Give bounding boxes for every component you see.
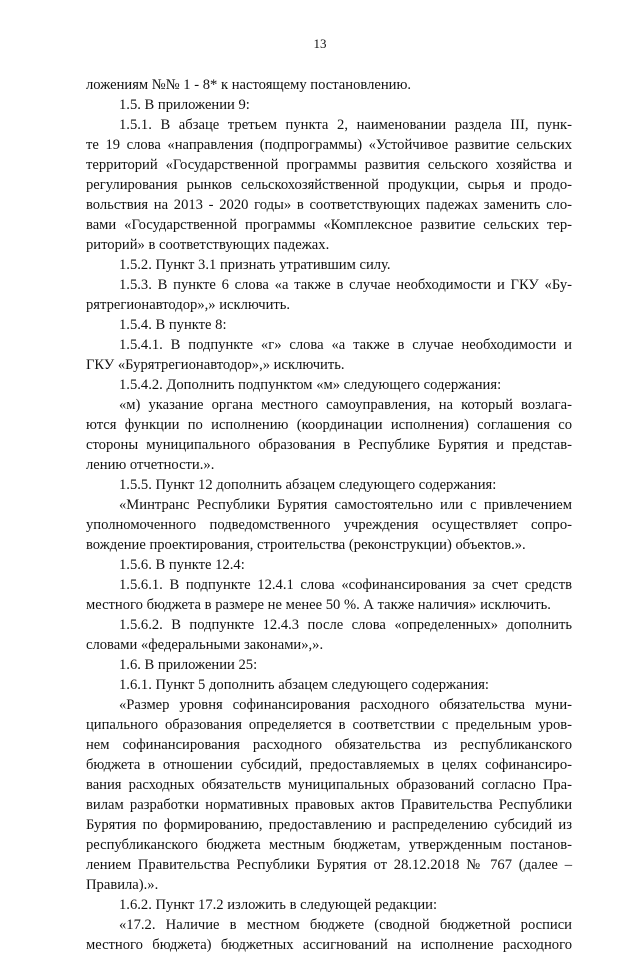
text-line: Правила).».: [86, 877, 159, 893]
text-line: рятрегионавтодор»,» исключить.: [86, 297, 291, 313]
text-line: 1.6.2. Пункт 17.2 изложить в следующей редакции:: [119, 897, 438, 913]
text-line: ложениям №№ 1 - 8* к настоящему постановлению.: [86, 77, 412, 93]
text-line: регулирования рынков сельскохозяйственной продукции, сырья и продо-: [86, 177, 572, 193]
text-line: вилам разработки нормативных правовых актов Правительства Республики: [86, 797, 572, 813]
text-line: стороны муниципального образования в Республике Бурятия и представ-: [86, 437, 572, 453]
text-line: ются функции по исполнению (координации исполнения) соглашения со: [86, 417, 572, 433]
text-line: 1.5.5. Пункт 12 дополнить абзацем следующего содержания:: [119, 477, 497, 493]
text-line: лением Правительства Республики Бурятия от 28.12.2018 № 767 (далее –: [86, 857, 572, 873]
text-line: ГКУ «Бурятрегионавтодор»,» исключить.: [86, 357, 345, 373]
text-line: 1.5.2. Пункт 3.1 признать утратившим силу.: [119, 257, 391, 273]
text-line: уполномоченного подведомственного учреждения осуществляет сопро-: [86, 517, 572, 533]
text-line: 1.5.4. В пункте 8:: [119, 317, 227, 333]
text-line: территорий «Государственной программы развития сельского хозяйства и: [86, 157, 572, 173]
text-line: «Размер уровня софинансирования расходного обязательства муни-: [119, 697, 572, 713]
text-line: 1.5.4.1. В подпункте «г» слова «а также в случае необходимости и: [119, 337, 572, 353]
document-body: [86, 75, 572, 955]
text-line: 1.5. В приложении 9:: [119, 97, 250, 113]
text-line: «Минтранс Республики Бурятия самостоятельно или с привлечением: [119, 497, 572, 513]
text-line: «17.2. Наличие в местном бюджете (сводной бюджетной росписи: [119, 917, 572, 933]
text-line: местного бюджета) бюджетных ассигнований на исполнение расходного: [86, 937, 572, 953]
text-line: Бурятия по формированию, предоставлению и распределению субсидий из: [86, 817, 572, 833]
text-line: 1.6.1. Пункт 5 дополнить абзацем следующего содержания:: [119, 677, 489, 693]
text-line: вольствия на 2013 - 2020 годы» в соответствующих падежах заменить сло-: [86, 197, 572, 213]
text-line: ципального образования определяется в соответствии с предельным уров-: [86, 717, 572, 733]
text-line: местного бюджета в размере не менее 50 %. А также наличия» исключить.: [86, 597, 551, 613]
text-line: 1.6. В приложении 25:: [119, 657, 258, 673]
text-line: те 19 слова «направления (подпрограммы) «Устойчивое развитие сельских: [86, 137, 572, 153]
page-number: 13: [313, 36, 327, 51]
text-line: 1.5.6.1. В подпункте 12.4.1 слова «софинансирования за счет средств: [119, 577, 572, 593]
text-line: 1.5.3. В пункте 6 слова «а также в случае необходимости и ГКУ «Бу-: [119, 277, 572, 293]
text-line: риторий» в соответствующих падежах.: [86, 237, 330, 253]
text-line: республиканского бюджета местным бюджетам, утвержденным постанов-: [86, 837, 572, 853]
text-line: 1.5.1. В абзаце третьем пункта 2, наименовании раздела III, пунк-: [119, 117, 572, 133]
text-line: 1.5.6. В пункте 12.4:: [119, 557, 245, 573]
text-line: словами «федеральными законами»,».: [86, 637, 324, 653]
text-line: вами «Государственной программы «Комплексное развитие сельских тер-: [86, 217, 572, 233]
text-line: 1.5.6.2. В подпункте 12.4.3 после слова «определенных» дополнить: [119, 617, 572, 633]
text-line: нем софинансирования расходного обязательства из республиканского: [86, 737, 572, 753]
text-line: вождение проектирования, строительства (реконструкции) объектов.».: [86, 537, 526, 553]
text-line: лению отчетности.».: [86, 457, 215, 473]
text-line: 1.5.4.2. Дополнить подпунктом «м» следующего содержания:: [119, 377, 502, 393]
text-line: вания расходных обязательств муниципальных образований согласно Пра-: [86, 777, 572, 793]
text-line: «м) указание органа местного самоуправления, на который возлага-: [119, 397, 572, 413]
text-line: бюджета в отношении субсидий, предоставляемых в целях софинансиро-: [86, 757, 572, 773]
